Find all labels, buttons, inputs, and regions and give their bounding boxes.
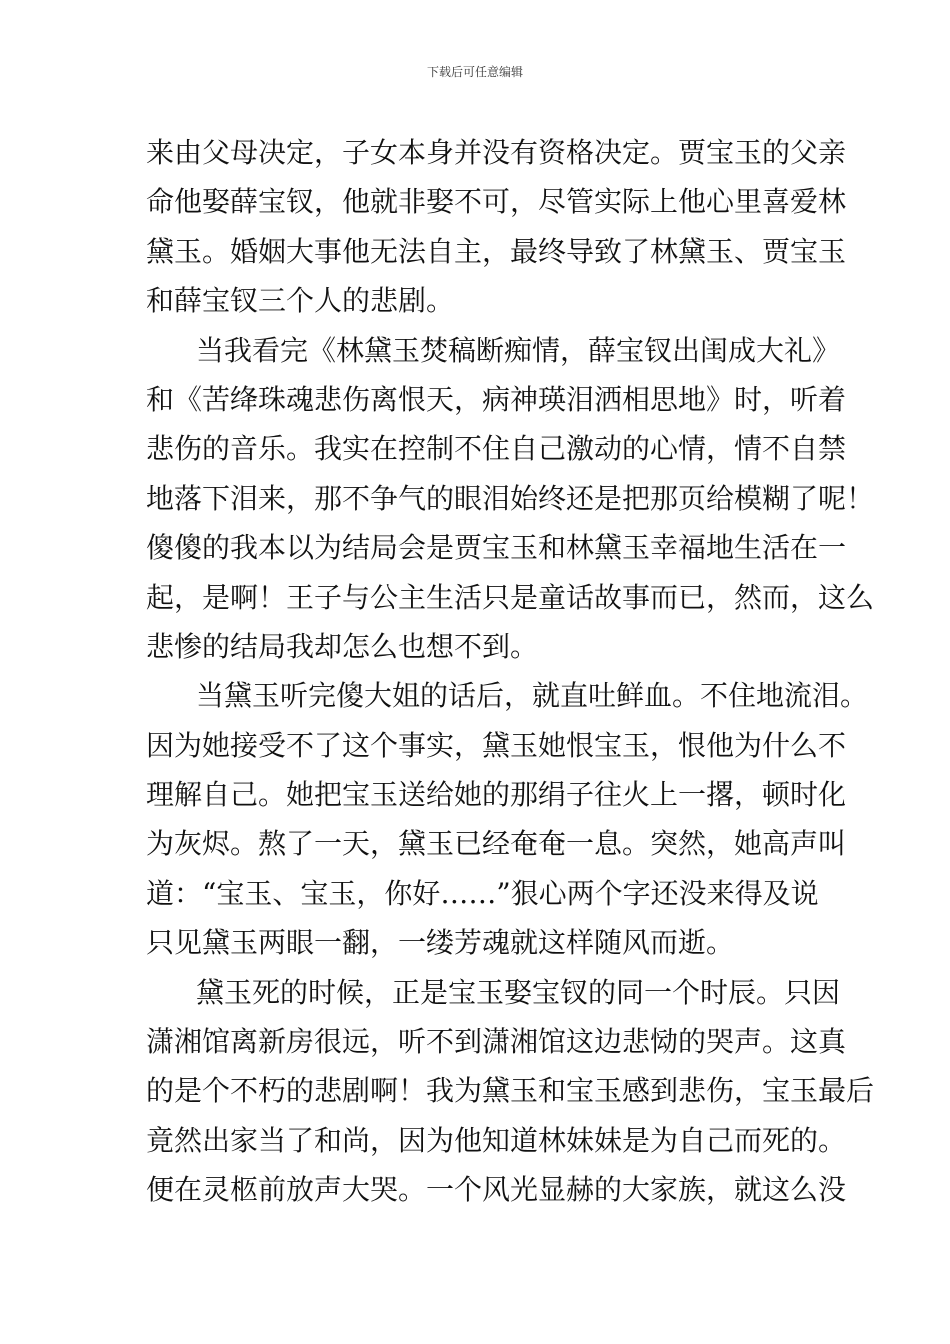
text-line: 当黛玉听完傻大姐的话后，就直吐鲜血。不住地流泪。: [196, 679, 869, 713]
text-line: 潇湘馆离新房很远，听不到潇湘馆这边悲恸的哭声。这真: [146, 1025, 847, 1059]
text-line: 为灰烬。熬了一天，黛玉已经奄奄一息。突然，她高声叫: [146, 827, 847, 861]
text-line: 起，是啊！王子与公主生活只是童话故事而已，然而，这么: [146, 580, 875, 614]
text-line: 的是个不朽的悲剧啊！我为黛玉和宝玉感到悲伤，宝玉最后: [146, 1074, 875, 1108]
text-line: 道：“宝玉、宝玉，你好……”狠心两个字还没来得及说: [146, 876, 819, 910]
text-line: 和《苦绛珠魂悲伤离恨天，病神瑛泪洒相思地》时，听着: [146, 382, 847, 416]
paragraph-4: [146, 968, 875, 1215]
text-line: 命他娶薛宝钗，他就非娶不可，尽管实际上他心里喜爱林: [146, 185, 847, 219]
text-line: 悲惨的结局我却怎么也想不到。: [146, 629, 539, 663]
text-line: 傻傻的我本以为结局会是贾宝玉和林黛玉幸福地生活在一: [146, 531, 847, 565]
text-line: 因为她接受不了这个事实，黛玉她恨宝玉，恨他为什么不: [146, 728, 847, 762]
text-line: 黛玉死的时候，正是宝玉娶宝钗的同一个时辰。只因: [196, 975, 841, 1009]
text-line: 便在灵柩前放声大哭。一个风光显赫的大家族，就这么没: [146, 1173, 847, 1207]
text-line: 理解自己。她把宝玉送给她的那绢子往火上一撂，顿时化: [146, 778, 847, 812]
document-body: [146, 128, 875, 1215]
paragraph-1: [146, 128, 847, 326]
text-line: 悲伤的音乐。我实在控制不住自己激动的心情，情不自禁: [146, 432, 847, 466]
text-line: 地落下泪来，那不争气的眼泪始终还是把那页给模糊了呢！: [146, 481, 875, 515]
text-line: 黛玉。婚姻大事他无法自主，最终导致了林黛玉、贾宝玉: [146, 234, 847, 268]
text-line: 竟然出家当了和尚，因为他知道林妹妹是为自己而死的。: [146, 1123, 847, 1157]
text-line: 只见黛玉两眼一翻，一缕芳魂就这样随风而逝。: [146, 926, 735, 960]
text-line: 和薛宝钗三个人的悲剧。: [146, 284, 455, 318]
paragraph-2: [146, 326, 875, 672]
text-line: 当我看完《林黛玉焚稿断痴情，薛宝钗出闺成大礼》: [196, 333, 841, 367]
paragraph-3: [146, 671, 869, 967]
text-line: 来由父母决定，子女本身并没有资格决定。贾宝玉的父亲: [146, 136, 847, 169]
page-header: 下载后可任意编辑: [426, 65, 523, 79]
